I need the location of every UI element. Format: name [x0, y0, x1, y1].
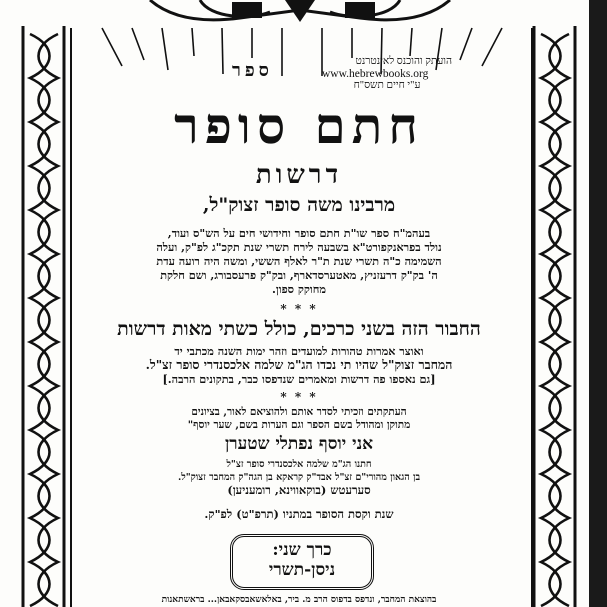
watermark-line-3: ע"י חיים תשס"ח [353, 80, 421, 91]
volume-number: כרך שני: [272, 540, 332, 560]
scan-edge [589, 0, 607, 607]
bio-line: בעהמ"ח ספר שו"ת חתם סופר וחידושי חים על הש"ס ועוד, [167, 226, 431, 240]
author-biography [84, 226, 514, 296]
volume-range: ניסן-תשרי [268, 560, 336, 580]
bio-line: השמימה כ"ה תשרי שנת ת"ר לאלף הששי, ומשה היה רועה עדת [156, 254, 442, 268]
lineage-line: בן הגאון מהורי"ם זצ"ל אבד"ק קראקא בן הגה"ק המחבר זצוק"ל. [177, 472, 421, 483]
composition-headline: החבור הזה בשני כרכים, כולל כשתי מאות דרשות [117, 318, 481, 340]
publisher-footer: בהוצאת המחבר, ונדפס בדפוס הרב מ. ביר, באלאשאבסקאבאן... בראשתאנות [161, 595, 437, 605]
book-title: חתם סופר [174, 96, 424, 155]
editor-note [84, 406, 514, 432]
sefer-label: ספר [232, 60, 273, 81]
book-subtitle: דרשות [255, 160, 343, 190]
location-line: סערעטש (בוקאווינא, רומעניען) [227, 483, 371, 497]
imprint-year: שנת וקסת הסופר במתניו (תרפ"ט) לפ"ק. [204, 507, 394, 521]
watermark-url: www.hebrewbooks.org [322, 68, 429, 80]
editor-name: אני יוסף נפתלי שטערן [224, 434, 374, 454]
lineage-line: חתנו הג"מ שלמה אלכסנדרי סופר זצ"ל [226, 459, 372, 470]
watermark-note [322, 56, 452, 92]
composition-line: ואוצר אמרות טהורות למועדים וזהר ימות השנה מכתבי יד [174, 344, 424, 358]
bio-line: מחוקק ספון. [271, 282, 327, 296]
editor-lineage [84, 458, 514, 497]
top-ornament [0, 0, 607, 28]
bio-line: נולד בפראנקפורט"א בשבעה לירח תשרי שנת תקכ"ג לפ"ק, ועלה [156, 240, 442, 254]
volume-box [230, 534, 374, 590]
stars-divider: * * * [280, 390, 318, 404]
editor-line: העתקתים וזכיתי לסדר אותם ולהוציאם לאור, בציונים [191, 406, 407, 418]
watermark-line-1: הועתק והוכנס לאינטרנט [355, 56, 452, 67]
composition-line: המחבר זצוק"ל שהיו תי נכדו הג"מ שלמה אלכסנדרי סופר זצ"ל. [145, 357, 453, 372]
composition-description [84, 344, 514, 386]
stars-divider: * * * [280, 302, 318, 316]
editor-line: מתוקן ומהודל בשם הספר וגם הערות בשם, שער יוסף" [187, 419, 411, 431]
author-line: מרבינו משה סופר זצוק"ל, [202, 194, 396, 216]
left-border-ornament [20, 26, 68, 607]
composition-line: [גם נאספו פה דרשות ומאמרים שנדפסו כבר, בתקונים הרבה.] [162, 372, 436, 386]
bio-line: ה' בק"ק דרעזניץ, מאטערסדארף, ובק"ק פרעסבורג, ושם חלקת [160, 268, 438, 282]
right-border-ornament [531, 26, 579, 607]
